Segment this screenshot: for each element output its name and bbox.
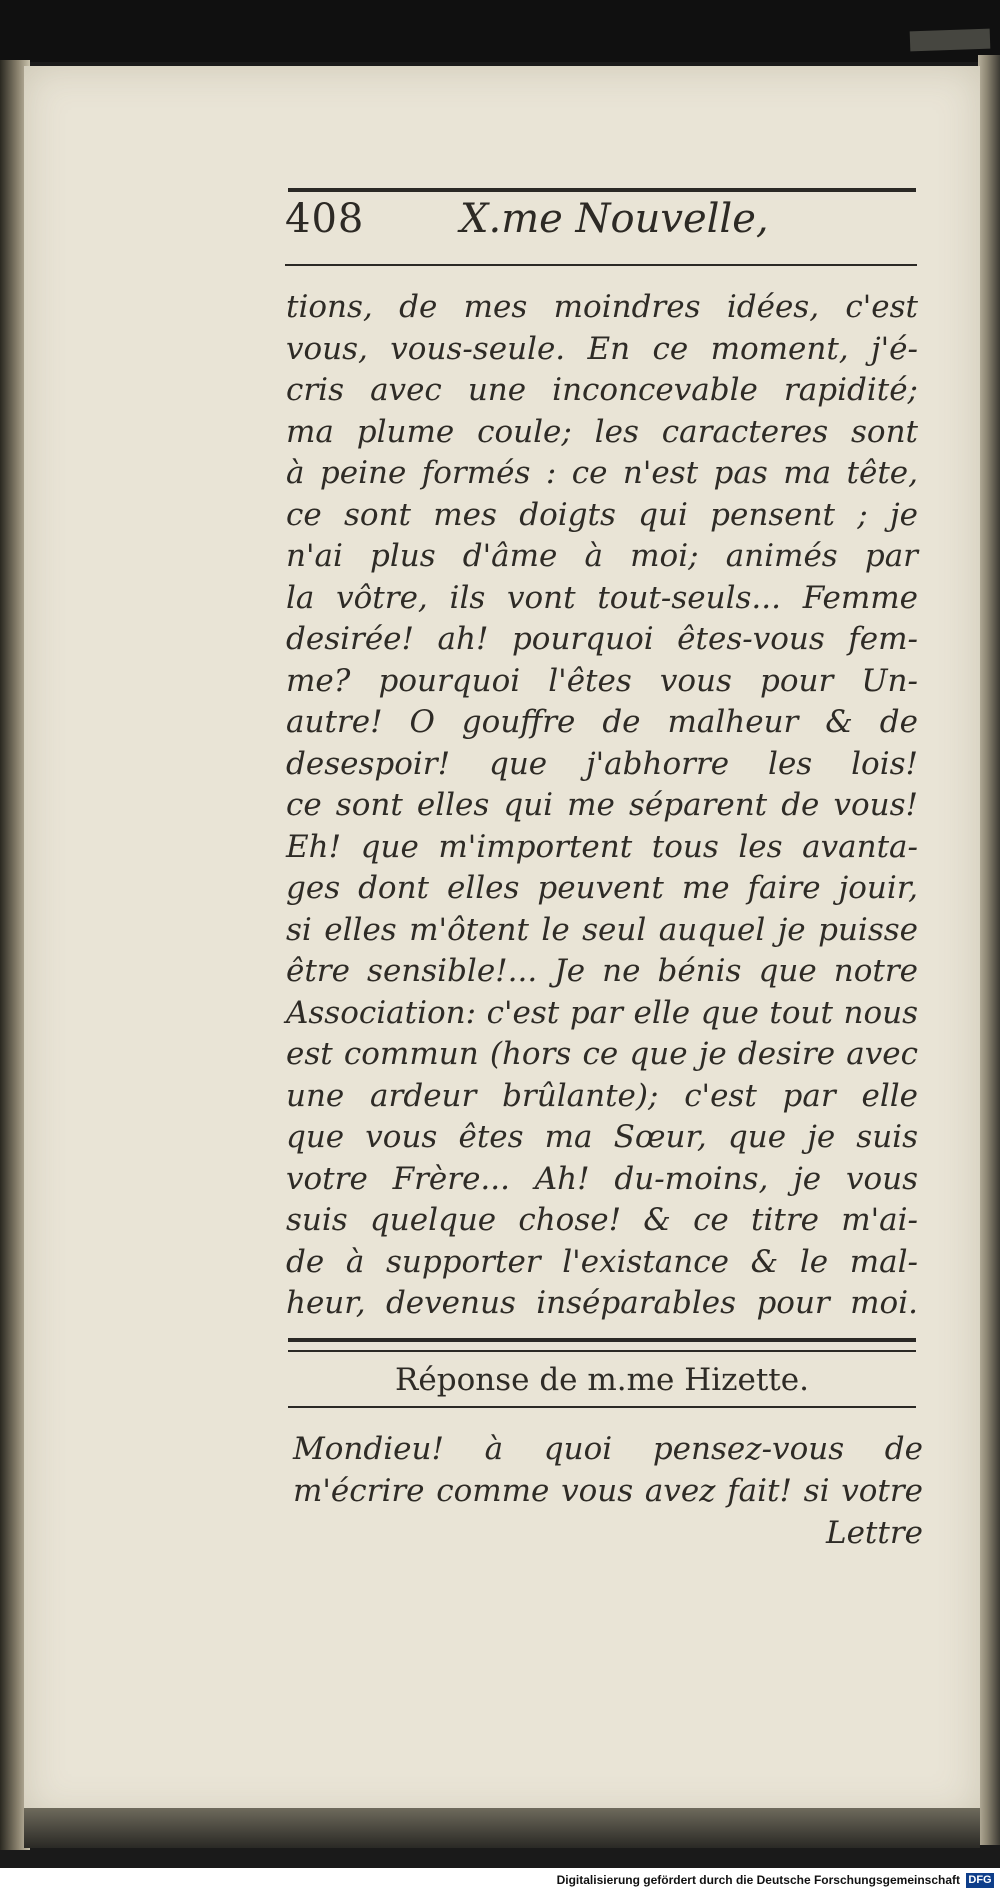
text-line: la vôtre, ils vont tout-seuls... Femme [286, 579, 918, 616]
text-line: me? pourquoi l'êtes vous pour Un- [286, 662, 918, 699]
dfg-logo: DFG [966, 1873, 994, 1888]
text-line: autre! O gouffre de malheur & de [286, 704, 918, 740]
scan-corner-mark [910, 29, 991, 52]
text-line: cris avec une inconcevable rapidité; [286, 372, 918, 408]
body-text [286, 287, 918, 1325]
text-line: Eh! que m'importent tous les avanta- [286, 828, 918, 865]
reply-letter-text [293, 1428, 923, 1554]
text-line: ges dont elles peuvent me faire jouir, [286, 870, 918, 906]
text-line: ce sont mes doigts qui pensent ; je [286, 496, 918, 533]
catchword: Lettre [825, 1515, 923, 1551]
text-line: Association: c'est par elle que tout nous [286, 994, 918, 1031]
text-line: ma plume coule; les caracteres sont [286, 413, 918, 450]
digitization-footer [0, 1868, 1000, 1895]
text-line: desirée! ah! pourquoi êtes-vous fem- [286, 621, 918, 657]
page-number: 408 [285, 196, 365, 242]
text-line: ce sont elles qui me séparent de vous! [286, 787, 918, 823]
text-line: heur, devenus inséparables pour moi. [286, 1285, 918, 1321]
text-line: suis quelque chose! & ce titre m'ai- [286, 1202, 918, 1238]
text-line: votre Frère... Ah! du-moins, je vous [286, 1160, 918, 1197]
text-line: être sensible!... Je ne bénis que notre [286, 953, 918, 989]
letter-line: m'écrire comme vous avez fait! si votre [293, 1473, 923, 1509]
text-line: de à supporter l'existance & le mal- [286, 1243, 918, 1280]
section-rule-top [288, 1338, 916, 1342]
footer-credit: Digitalisierung gefördert durch die Deutsche Forschungsgemeinschaft [556, 1873, 960, 1887]
header-top-rule [288, 188, 916, 192]
header-bottom-rule [285, 264, 917, 266]
text-line: que vous êtes ma Sœur, que je suis [286, 1119, 918, 1155]
reply-heading: Réponse de m.me Hizette. [395, 1362, 809, 1398]
text-line: à peine formés : ce n'est pas ma tête, [286, 455, 918, 491]
section-rule-top-inner [288, 1350, 916, 1352]
letter-line: Mondieu! à quoi pensez-vous de [293, 1431, 923, 1467]
section-rule-bottom [288, 1406, 916, 1408]
page-header [285, 196, 925, 256]
text-line: une ardeur brûlante); c'est par elle [286, 1077, 918, 1114]
text-line: vous, vous-seule. En ce moment, j'é- [286, 330, 918, 367]
scan-top-band [0, 0, 1000, 62]
page-right-edge [978, 55, 1000, 1845]
text-line: si elles m'ôtent le seul auquel je puisse [286, 911, 918, 948]
running-head: X.me Nouvelle, [460, 196, 769, 242]
page-bottom-edge [24, 1808, 980, 1848]
text-line: desespoir! que j'abhorre les lois! [286, 745, 918, 782]
text-line: est commun (hors ce que je desire avec [286, 1036, 918, 1072]
text-line: n'ai plus d'âme à moi; animés par [286, 538, 918, 574]
text-line: tions, de mes moindres idées, c'est [286, 289, 918, 325]
